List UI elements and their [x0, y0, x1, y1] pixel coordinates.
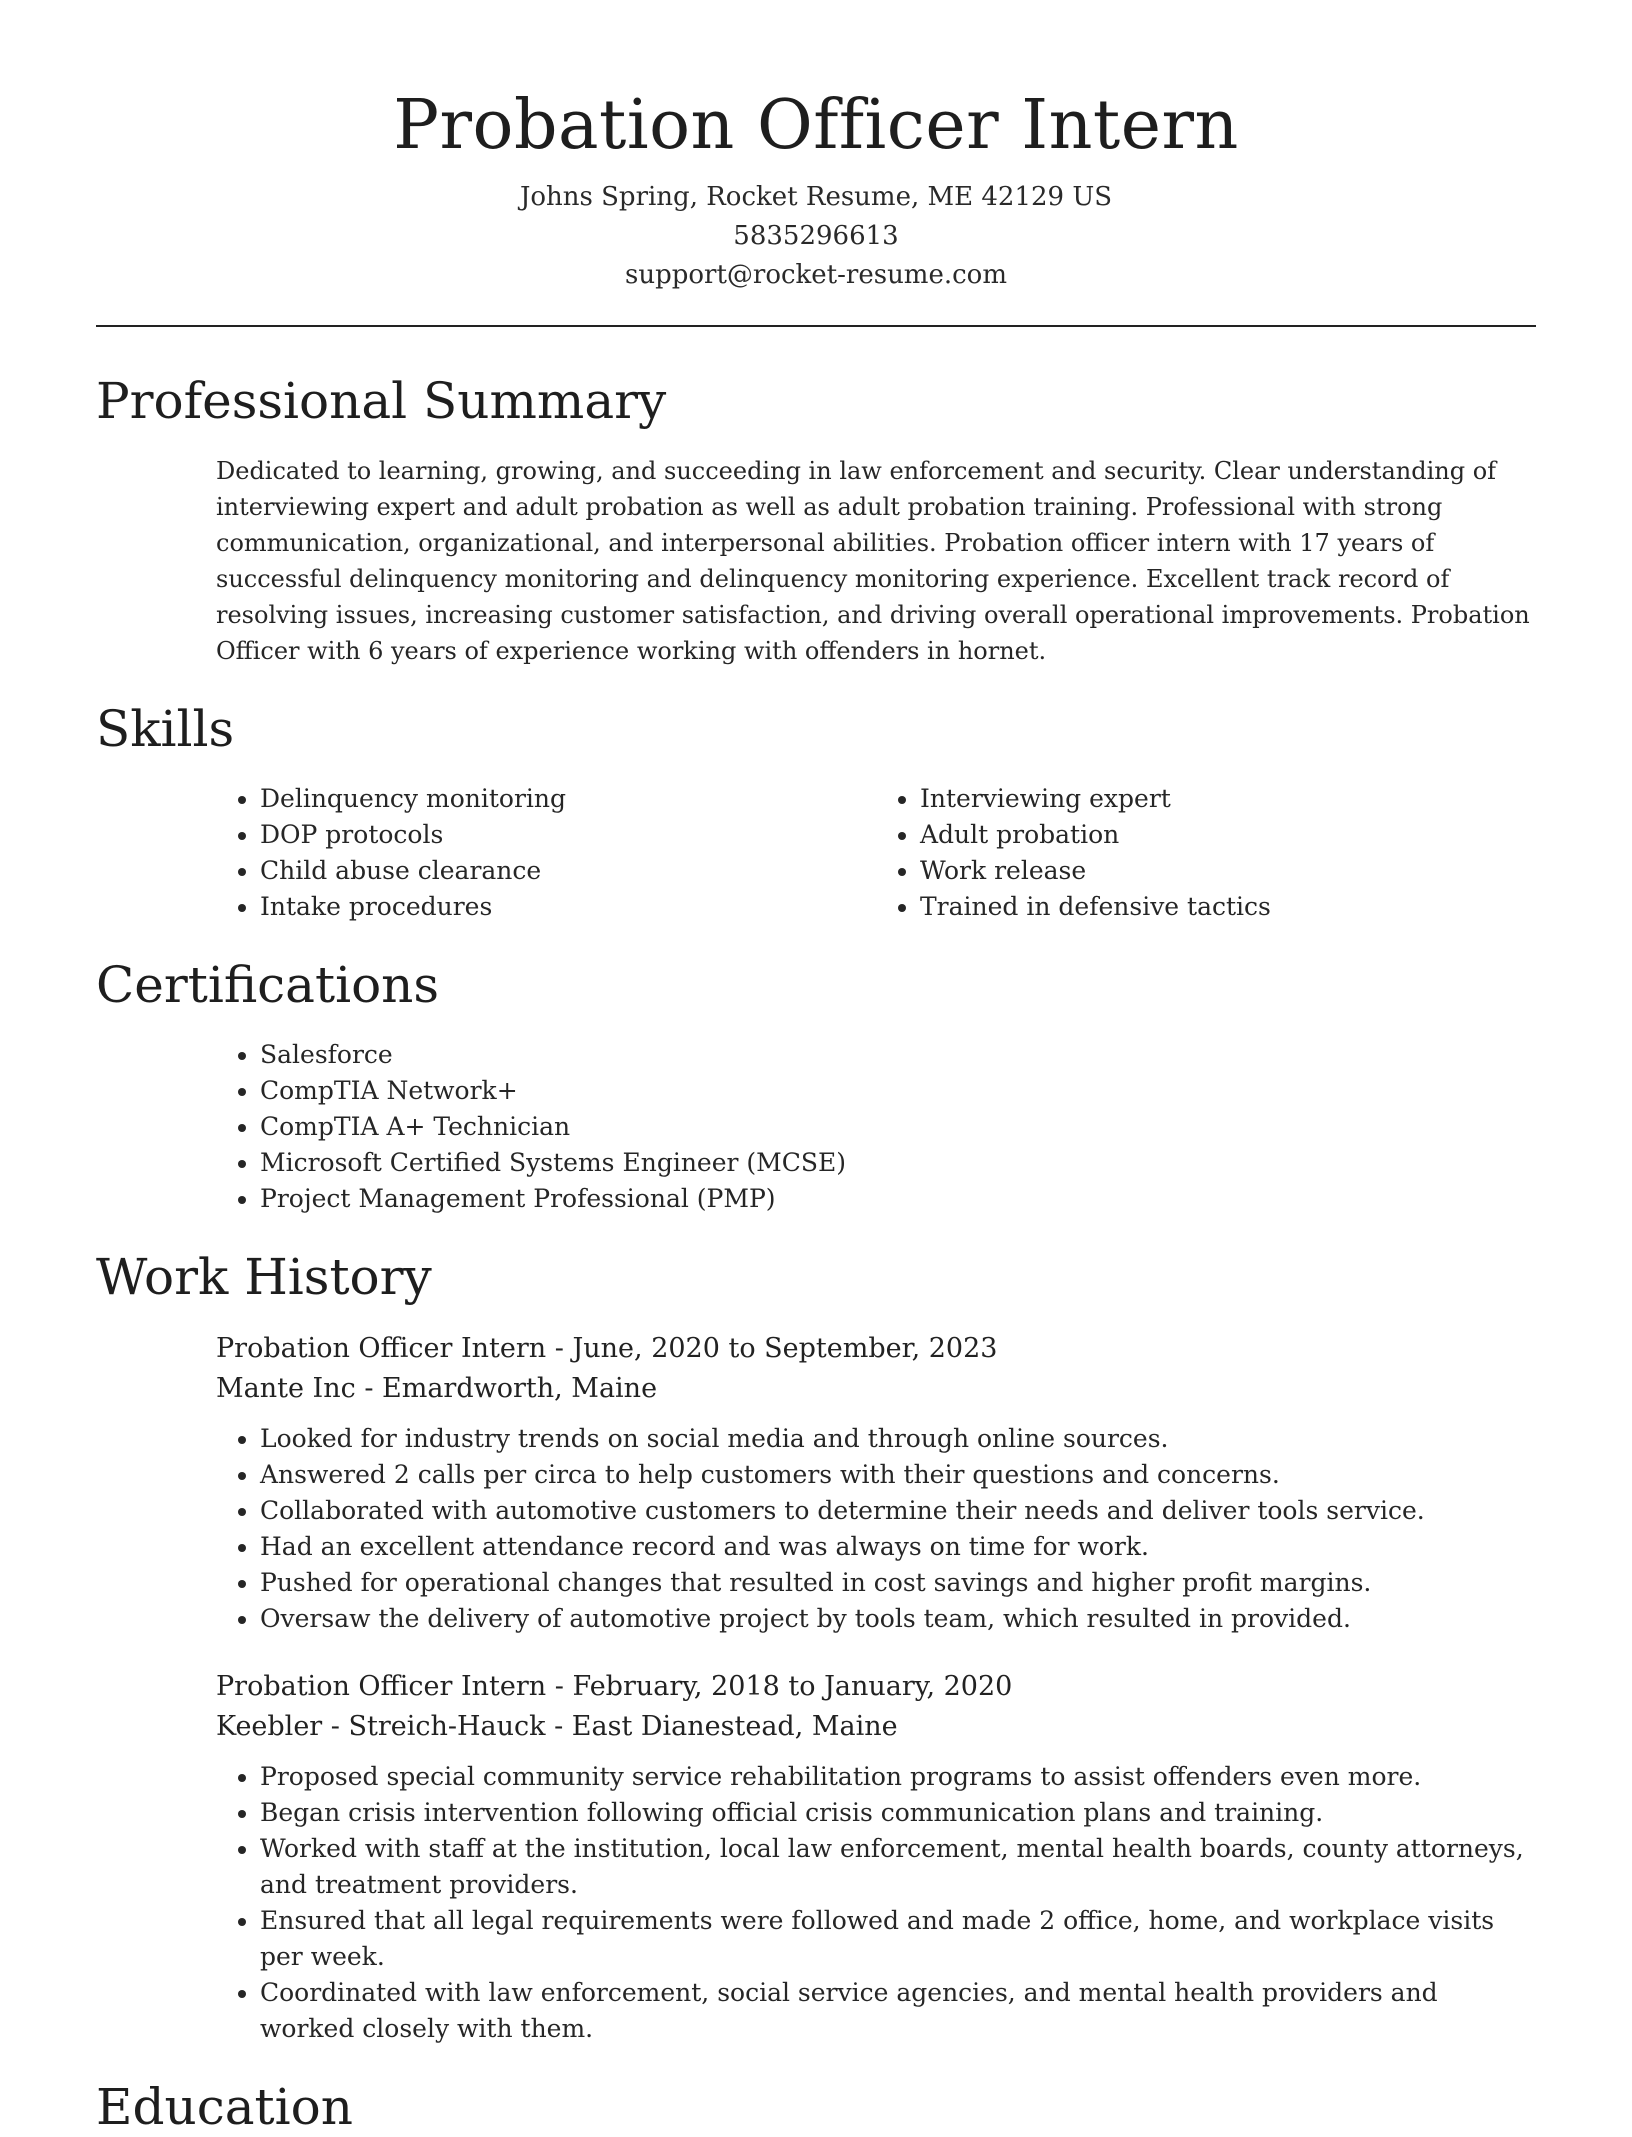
- job-dates: - June, 2020 to September, 2023: [546, 1333, 998, 1364]
- address: Johns Spring, Rocket Resume, ME 42129 US: [519, 182, 1113, 212]
- phone: 5835296613: [733, 221, 899, 251]
- certifications-list: [216, 1037, 1536, 1217]
- job-bullet: • Pushed for operational changes that resulted in cost savings and higher profit margins.: [260, 1565, 1536, 1601]
- skill-item: • Interviewing expert: [920, 781, 1536, 817]
- job-bullet: • Ensured that all legal requirements were followed and made 2 office, home, and workplace visits per week.: [260, 1903, 1536, 1975]
- job-company: Keebler - Streich-Hauck: [216, 1711, 546, 1742]
- skill-item: • Adult probation: [920, 817, 1536, 853]
- job-bullet: • Collaborated with automotive customers to determine their needs and deliver tools service.: [260, 1493, 1536, 1529]
- job-bullet: • Worked with staff at the institution, local law enforcement, mental health boards, county attorneys, and treatment providers.: [260, 1831, 1536, 1903]
- certification-item: • Project Management Professional (PMP): [260, 1181, 1536, 1217]
- skill-item: • Trained in defensive tactics: [920, 889, 1536, 925]
- skill-item: • Delinquency monitoring: [260, 781, 876, 817]
- skills-section: [96, 699, 1536, 925]
- job-title-line: [216, 1667, 1536, 1707]
- contact-block: [96, 178, 1536, 295]
- job-location: - Emardworth, Maine: [355, 1373, 658, 1404]
- certification-item: • Microsoft Certified Systems Engineer (MCSE): [260, 1145, 1536, 1181]
- certification-item: • Salesforce: [260, 1037, 1536, 1073]
- education-heading: Education: [96, 2078, 353, 2136]
- skill-item: • DOP protocols: [260, 817, 876, 853]
- job-bullet: • Began crisis intervention following official crisis communication plans and training.: [260, 1795, 1536, 1831]
- email: support@rocket-resume.com: [624, 260, 1007, 290]
- certifications-body: [96, 1037, 1536, 1217]
- job-bullets: [216, 1759, 1536, 2047]
- job-dates: - February, 2018 to January, 2020: [546, 1671, 1013, 1702]
- candidate-name: Probation Officer Intern: [393, 86, 1239, 165]
- resume-page: [96, 0, 1536, 2137]
- summary-text: Dedicated to learning, growing, and succeeding in law enforcement and security. Clear understanding of interviewing expert and adult probation as well as adult probation training. Professional with strong communication, organizational, and interpersonal abilities. Probation officer intern with 17 years of successful delinquency monitoring and delinquency monitoring experience. Excellent track record of resolving issues, increasing customer satisfaction, and driving overall operational improvements. Probation Officer with 6 years of experience working with offenders in hornet.: [216, 457, 1530, 665]
- skill-item: • Intake procedures: [260, 889, 876, 925]
- job-bullets: [216, 1421, 1536, 1637]
- summary-section: [96, 371, 1536, 669]
- job-location: - East Dianestead, Maine: [545, 1711, 898, 1742]
- job-bullet: • Oversaw the delivery of automotive project by tools team, which resulted in provided.: [260, 1601, 1536, 1637]
- job-entry: [96, 1329, 1536, 1637]
- job-bullet: • Looked for industry trends on social media and through online sources.: [260, 1421, 1536, 1457]
- certifications-section: [96, 955, 1536, 1217]
- skills-list-right: [876, 781, 1536, 925]
- education-section: [96, 2077, 1536, 2137]
- job-bullet: • Had an excellent attendance record and was always on time for work.: [260, 1529, 1536, 1565]
- job-company-line: [216, 1369, 1536, 1409]
- job-company: Mante Inc: [216, 1373, 356, 1404]
- skills-columns: [96, 781, 1536, 925]
- job-bullet: • Coordinated with law enforcement, social service agencies, and mental health providers and worked closely with them.: [260, 1975, 1536, 2047]
- certifications-heading: Certifications: [96, 956, 440, 1014]
- job-title: Probation Officer Intern: [216, 1333, 547, 1364]
- certification-item: • CompTIA Network+: [260, 1073, 1536, 1109]
- job-bullet: • Proposed special community service rehabilitation programs to assist offenders even more.: [260, 1759, 1536, 1795]
- skill-item: • Child abuse clearance: [260, 853, 876, 889]
- certification-item: • CompTIA A+ Technician: [260, 1109, 1536, 1145]
- skills-heading: Skills: [96, 700, 235, 758]
- job-bullet: • Answered 2 calls per circa to help customers with their questions and concerns.: [260, 1457, 1536, 1493]
- job-title: Probation Officer Intern: [216, 1671, 547, 1702]
- resume-header: [96, 0, 1536, 295]
- skill-item: • Work release: [920, 853, 1536, 889]
- work-history-section: [96, 1247, 1536, 2047]
- skills-list-left: [216, 781, 876, 925]
- header-divider: [96, 325, 1536, 327]
- summary-heading: Professional Summary: [96, 372, 667, 430]
- work-history-heading: Work History: [96, 1248, 432, 1306]
- job-title-line: [216, 1329, 1536, 1369]
- job-company-line: [216, 1707, 1536, 1747]
- job-entry: [96, 1667, 1536, 2047]
